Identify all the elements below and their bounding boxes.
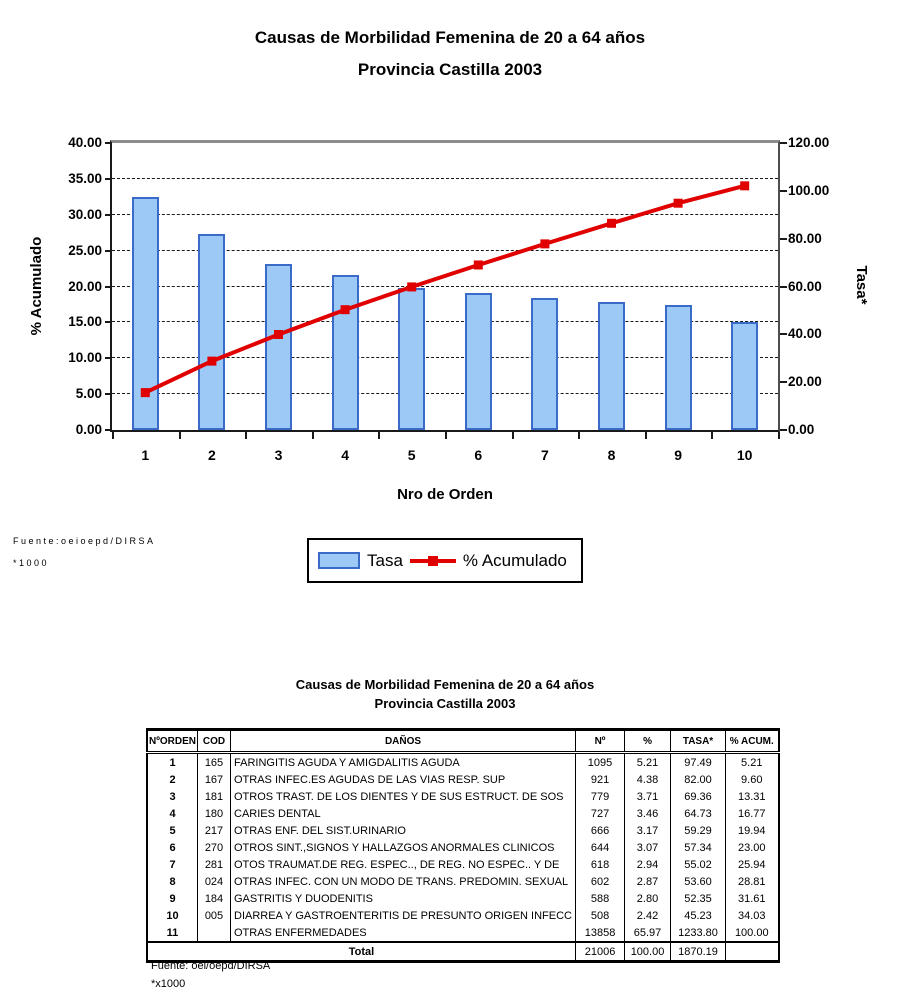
header-pct: % xyxy=(625,730,671,753)
cell-danos: GASTRITIS Y DUODENITIS xyxy=(231,890,576,907)
right-axis-tick xyxy=(780,238,787,240)
cell-orden: 5 xyxy=(147,822,198,839)
cell-pct: 5.21 xyxy=(625,753,671,772)
cell-n: 588 xyxy=(576,890,625,907)
header-n: Nº xyxy=(576,730,625,753)
cell-n: 666 xyxy=(576,822,625,839)
cell-cod: 167 xyxy=(198,771,231,788)
cell-n: 508 xyxy=(576,907,625,924)
x-axis-tick xyxy=(245,432,247,439)
legend-acum-label: % Acumulado xyxy=(462,550,567,570)
cell-cod: 181 xyxy=(198,788,231,805)
cell-pct: 2.94 xyxy=(625,856,671,873)
cell-pct: 2.42 xyxy=(625,907,671,924)
table-row xyxy=(147,873,779,890)
table-title-line2: Provincia Castilla 2003 xyxy=(374,696,516,711)
plot-area xyxy=(110,140,780,432)
table-source-line2: *x1000 xyxy=(151,978,186,990)
cell-acum: 19.94 xyxy=(726,822,779,839)
cell-danos: OTRAS INFEC.ES AGUDAS DE LAS VIAS RESP. SUP xyxy=(231,771,576,788)
line-marker xyxy=(674,199,683,208)
chart-title-line2: Provincia Castilla 2003 xyxy=(357,60,543,79)
cell-pct: 4.38 xyxy=(625,771,671,788)
left-axis-title: % Acumulado xyxy=(28,236,45,336)
line-marker xyxy=(341,305,350,314)
left-axis-tick xyxy=(105,286,112,288)
table-row xyxy=(147,771,779,788)
cell-cod: 165 xyxy=(198,753,231,772)
cell-acum: 16.77 xyxy=(726,805,779,822)
cell-n: 618 xyxy=(576,856,625,873)
left-axis-tick-label: 15.00 xyxy=(68,314,102,330)
x-axis-tick xyxy=(312,432,314,439)
cell-n: 727 xyxy=(576,805,625,822)
cell-cod: 024 xyxy=(198,873,231,890)
x-axis-tick xyxy=(645,432,647,439)
cell-acum: 25.94 xyxy=(726,856,779,873)
left-axis-tick-label: 5.00 xyxy=(75,386,102,402)
x-axis-tick xyxy=(711,432,713,439)
cell-cod: 005 xyxy=(198,907,231,924)
left-axis-tick-label: 30.00 xyxy=(68,206,102,222)
table-row xyxy=(147,924,779,942)
left-axis-tick xyxy=(105,357,112,359)
line-marker xyxy=(207,357,216,366)
x-category-label: 3 xyxy=(274,447,283,463)
cell-acum: 34.03 xyxy=(726,907,779,924)
line-marker xyxy=(607,219,616,228)
cell-pct: 2.80 xyxy=(625,890,671,907)
cell-pct: 2.87 xyxy=(625,873,671,890)
cell-orden: 4 xyxy=(147,805,198,822)
cell-orden: 11 xyxy=(147,924,198,942)
line-marker xyxy=(274,330,283,339)
cell-danos: OTROS SINT.,SIGNOS Y HALLAZGOS ANORMALES CLINICOS xyxy=(231,839,576,856)
cell-acum: 5.21 xyxy=(726,753,779,772)
x-category-label: 1 xyxy=(141,447,150,463)
acumulado-line-swatch-icon xyxy=(410,559,456,563)
header-danos: DAÑOS xyxy=(231,730,576,753)
left-axis-tick-label: 40.00 xyxy=(68,135,102,150)
cell-danos: OTOS TRAUMAT.DE REG. ESPEC.., DE REG. NO ESPEC.. Y DE xyxy=(231,856,576,873)
left-axis-tick-label: 25.00 xyxy=(68,242,102,258)
right-axis-tick-label: 120.00 xyxy=(788,135,830,150)
cell-orden: 8 xyxy=(147,873,198,890)
x-category-label: 4 xyxy=(341,447,349,463)
table-row xyxy=(147,890,779,907)
cell-n: 779 xyxy=(576,788,625,805)
right-axis-tick-label: 20.00 xyxy=(788,374,822,390)
cell-danos: FARINGITIS AGUDA Y AMIGDALITIS AGUDA xyxy=(231,753,576,772)
x-axis-title: Nro de Orden xyxy=(397,486,493,503)
cell-tasa: 45.23 xyxy=(671,907,726,924)
left-axis-tick-label: 0.00 xyxy=(75,422,102,437)
total-label: Total xyxy=(147,942,576,962)
right-axis-tick xyxy=(780,190,787,192)
x-category-label: 9 xyxy=(674,447,682,463)
table-row xyxy=(147,753,779,772)
right-axis-tick-label: 0.00 xyxy=(788,422,815,437)
cell-cod xyxy=(198,924,231,942)
cell-acum: 28.81 xyxy=(726,873,779,890)
x-category-label: 10 xyxy=(736,447,753,463)
acumulado-line xyxy=(112,143,778,430)
cell-danos: OTRAS ENF. DEL SIST.URINARIO xyxy=(231,822,576,839)
header-tasa: TASA* xyxy=(671,730,726,753)
cell-acum: 100.00 xyxy=(726,924,779,942)
table-source-line1: Fuente: oei/oepd/DIRSA xyxy=(151,960,271,972)
tasa-bar-swatch-icon xyxy=(318,552,360,569)
cell-pct: 3.07 xyxy=(625,839,671,856)
cell-tasa: 64.73 xyxy=(671,805,726,822)
right-axis-tick-label: 80.00 xyxy=(788,230,822,246)
cell-orden: 7 xyxy=(147,856,198,873)
cell-tasa: 1233.80 xyxy=(671,924,726,942)
left-axis-tick xyxy=(105,214,112,216)
cell-orden: 10 xyxy=(147,907,198,924)
cell-n: 921 xyxy=(576,771,625,788)
cell-tasa: 69.36 xyxy=(671,788,726,805)
line-marker xyxy=(474,260,483,269)
table-row xyxy=(147,822,779,839)
x-axis-tick xyxy=(578,432,580,439)
cell-cod: 184 xyxy=(198,890,231,907)
x-category-label: 5 xyxy=(407,447,416,463)
cell-pct: 3.17 xyxy=(625,822,671,839)
left-axis-tick xyxy=(105,429,112,431)
cell-tasa: 97.49 xyxy=(671,753,726,772)
right-axis-tick xyxy=(780,429,787,431)
cell-orden: 3 xyxy=(147,788,198,805)
table-title-line1: Causas de Morbilidad Femenina de 20 a 64 años xyxy=(295,677,595,692)
cell-tasa: 53.60 xyxy=(671,873,726,890)
right-axis-tick xyxy=(780,142,787,144)
right-axis-tick-label: 60.00 xyxy=(788,278,822,294)
cell-cod: 270 xyxy=(198,839,231,856)
line-marker xyxy=(141,388,150,397)
cell-danos: OTROS TRAST. DE LOS DIENTES Y DE SUS ESTRUCT. DE SOS xyxy=(231,788,576,805)
cell-tasa: 82.00 xyxy=(671,771,726,788)
legend-tasa-label: Tasa xyxy=(367,550,403,570)
header-acum: % ACUM. xyxy=(726,730,779,753)
left-axis-tick xyxy=(105,393,112,395)
header-cod: COD xyxy=(198,730,231,753)
total-tasa: 1870.19 xyxy=(671,942,726,962)
cell-orden: 1 xyxy=(147,753,198,772)
total-acum xyxy=(726,942,779,962)
cell-orden: 9 xyxy=(147,890,198,907)
morbidity-table xyxy=(146,728,780,963)
line-marker xyxy=(407,282,416,291)
cell-pct: 3.71 xyxy=(625,788,671,805)
cell-tasa: 57.34 xyxy=(671,839,726,856)
left-axis-tick xyxy=(105,250,112,252)
cell-orden: 2 xyxy=(147,771,198,788)
total-pct: 100.00 xyxy=(625,942,671,962)
cell-cod: 180 xyxy=(198,805,231,822)
cell-pct: 65.97 xyxy=(625,924,671,942)
cell-danos: OTRAS INFEC. CON UN MODO DE TRANS. PREDOMIN. SEXUAL xyxy=(231,873,576,890)
x-category-label: 6 xyxy=(474,447,483,463)
x-axis-tick xyxy=(778,432,780,439)
chart-title-line1: Causas de Morbilidad Femenina de 20 a 64 años xyxy=(254,28,646,47)
cell-danos: OTRAS ENFERMEDADES xyxy=(231,924,576,942)
cell-tasa: 55.02 xyxy=(671,856,726,873)
line-marker xyxy=(740,181,749,190)
cell-n: 1095 xyxy=(576,753,625,772)
cell-danos: DIARREA Y GASTROENTERITIS DE PRESUNTO ORIGEN INFECC xyxy=(231,907,576,924)
cell-n: 13858 xyxy=(576,924,625,942)
x-axis-tick xyxy=(179,432,181,439)
left-axis-tick-label: 20.00 xyxy=(68,278,102,294)
line-marker xyxy=(540,239,549,248)
left-axis-tick-label: 35.00 xyxy=(68,170,102,186)
right-axis-tick xyxy=(780,381,787,383)
cell-acum: 31.61 xyxy=(726,890,779,907)
cell-n: 644 xyxy=(576,839,625,856)
table-body xyxy=(147,753,779,962)
right-axis-tick xyxy=(780,333,787,335)
x-category-label: 2 xyxy=(207,447,216,463)
total-n: 21006 xyxy=(576,942,625,962)
cell-danos: CARIES DENTAL xyxy=(231,805,576,822)
right-axis-title: Tasa* xyxy=(853,265,870,305)
cell-tasa: 52.35 xyxy=(671,890,726,907)
square-marker-icon xyxy=(428,556,438,566)
left-axis-tick xyxy=(105,142,112,144)
cell-cod: 281 xyxy=(198,856,231,873)
cell-acum: 23.00 xyxy=(726,839,779,856)
x-axis-tick xyxy=(378,432,380,439)
chart-legend xyxy=(307,538,583,583)
chart-source-line1: Fuente:oeioepd/DIRSA xyxy=(13,536,156,546)
x-category-label: 8 xyxy=(607,447,616,463)
table-row xyxy=(147,839,779,856)
table-total-row xyxy=(147,942,779,962)
left-axis-tick-label: 10.00 xyxy=(68,350,102,366)
table-header xyxy=(147,730,779,753)
left-axis-tick xyxy=(105,178,112,180)
table-row xyxy=(147,805,779,822)
x-category-label: 7 xyxy=(540,447,549,463)
left-axis-tick xyxy=(105,321,112,323)
x-axis-tick xyxy=(512,432,514,439)
right-axis-tick-label: 100.00 xyxy=(788,182,830,198)
right-axis-tick xyxy=(780,286,787,288)
cell-cod: 217 xyxy=(198,822,231,839)
x-axis-tick xyxy=(445,432,447,439)
table-row xyxy=(147,788,779,805)
cell-tasa: 59.29 xyxy=(671,822,726,839)
cell-pct: 3.46 xyxy=(625,805,671,822)
x-axis-tick xyxy=(112,432,114,439)
table-row xyxy=(147,907,779,924)
header-orden: NºORDEN xyxy=(147,730,198,753)
chart-source-line2: *1000 xyxy=(13,558,50,568)
table-row xyxy=(147,856,779,873)
cell-orden: 6 xyxy=(147,839,198,856)
right-axis-tick-label: 40.00 xyxy=(788,326,822,342)
cell-acum: 13.31 xyxy=(726,788,779,805)
cell-acum: 9.60 xyxy=(726,771,779,788)
cell-n: 602 xyxy=(576,873,625,890)
